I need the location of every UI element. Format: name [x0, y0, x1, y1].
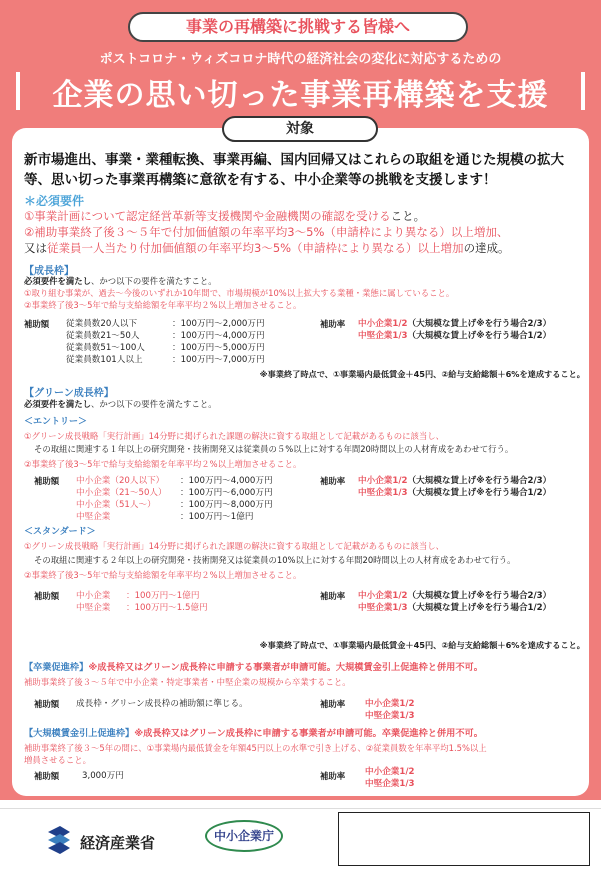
green-standard-amount-row: 中堅企業 ：100万円～1.5億円: [76, 603, 208, 613]
wage-rate-row: 中堅企業1/3: [365, 779, 415, 789]
green-standard-amount-label: 補助額: [34, 591, 60, 601]
green-note: ※事業終了時点で、①事業場内最低賃金＋45円、②給与支給総額＋6%を達成すること。: [259, 640, 585, 650]
header-subhead: ポストコロナ・ウィズコロナ時代の経済社会の変化に対応するための: [99, 52, 502, 67]
green-entry-req-1: ①グリーン成長戦略「実行計画」14分野に掲げられた課題の解決に資する取組として記載があるものに該当し、: [24, 431, 444, 441]
green-entry-rate-row: 中堅企業1/3（大規模な賃上げ※を行う場合1/2）: [358, 488, 552, 498]
growth-amount-row: 従業員数51～100人 ：100万円～5,000万円: [66, 343, 265, 353]
graduation-rate-row: 中堅企業1/3: [365, 711, 415, 721]
green-entry-rate-row: 中小企業1/2（大規模な賃上げ※を行う場合2/3）: [358, 476, 552, 486]
growth-amount-row: 従業員数20人以下 ：100万円～2,000万円: [66, 319, 265, 329]
growth-amount-rows: [66, 318, 265, 366]
green-req-intro: 必須要件を満たし、かつ以下の要件を満たすこと。: [24, 399, 217, 409]
green-standard-amount-row: 中小企業 ：100万円～1億円: [76, 591, 200, 601]
wage-amount-label: 補助額: [34, 771, 60, 781]
wage-rates: [365, 766, 414, 790]
graduation-rate-row: 中小企業1/2: [365, 699, 415, 709]
green-entry-title: ＜エントリー＞: [24, 417, 88, 427]
graduation-rate-label: 補助率: [320, 699, 346, 709]
footer-divider: [0, 808, 601, 809]
green-entry-rate-label: 補助率: [320, 476, 346, 486]
green-entry-amount-row: 中小企業（20人以下） ：100万円～4,000万円: [76, 476, 273, 486]
contact-box: [338, 812, 590, 866]
green-entry-amount-label: 補助額: [34, 476, 60, 486]
growth-rates: [358, 318, 551, 342]
green-standard-req-1: ①グリーン成長戦略「実行計画」14分野に掲げられた課題の解決に資する取組として記載があるものに該当し、: [24, 541, 444, 551]
wage-rate-label: 補助率: [320, 771, 346, 781]
graduation-rates: [365, 698, 414, 722]
meti-logo-text: 経済産業省: [80, 834, 156, 852]
wage-desc-1: 補助事業終了後３～5年の間に、①事業場内最低賃金を年額45円以上の水準で引き上げる、②従業員数を年率平均1.5%以上: [24, 743, 487, 753]
page-title: 企業の思い切った事業再構築を支援: [52, 78, 549, 113]
requirements-title: ＊必須要件: [24, 194, 85, 208]
target-intro: 新市場進出、事業・業種転換、事業再編、国内回帰又はこれらの取組を通じた規模の拡大等、思い切った事業再構築に意欲を有する、中小企業等の挑戦を支援します！: [24, 152, 564, 188]
meti-logo-icon: [44, 824, 74, 854]
wage-amount: 3,000万円: [82, 771, 124, 781]
graduation-amount: 成長枠・グリーン成長枠の補助額に準じる。: [76, 699, 248, 709]
green-title: 【グリーン成長枠】: [24, 388, 114, 399]
growth-title: 【成長枠】: [24, 266, 74, 277]
wage-desc-2: 増員させること。: [24, 755, 91, 765]
requirement-2-cont: 又は従業員一人当たり付加価値額の年率平均3～5%（申請枠により異なる）以上増加の達成。: [24, 241, 510, 255]
green-standard-req-1b: その取組に関連する２年以上の研究開発・技術開発又は従業員の10%以上に対する年間20時間以上の人材育成をあわせて行う。: [34, 555, 516, 565]
growth-rate-row: 中堅企業1/3（大規模な賃上げ※を行う場合1/2）: [358, 331, 552, 341]
growth-rate-row: 中小企業1/2（大規模な賃上げ※を行う場合2/3）: [358, 319, 552, 329]
requirement-1: ①事業計画について認定経営革新等支援機関や金融機関の確認を受けること。: [24, 209, 426, 223]
growth-amount-row: 従業員数101人以上 ：100万円～7,000万円: [66, 355, 265, 365]
growth-req-intro: 必須要件を満たし、かつ以下の要件を満たすこと。: [24, 276, 217, 286]
growth-note: ※事業終了時点で、①事業場内最低賃金＋45円、②給与支給総額＋6%を達成すること。: [259, 369, 585, 379]
graduation-amount-label: 補助額: [34, 699, 60, 709]
target-label: 対象: [222, 116, 378, 142]
green-standard-rate-label: 補助率: [320, 591, 346, 601]
green-entry-amount-rows: [76, 475, 273, 523]
graduation-desc: 補助事業終了後３～５年で中小企業・特定事業者・中堅企業の規模から卒業すること。: [24, 677, 351, 687]
growth-req-2: ②事業終了後3～5年で給与支給総額を年率平均２%以上増加させること。: [24, 300, 302, 310]
green-entry-amount-row: 中堅企業 ：100万円～1億円: [76, 512, 254, 522]
header-pill: 事業の再構築に挑戦する皆様へ: [128, 12, 468, 42]
growth-req-1: ①取り組む事業が、過去～今後のいずれか10年間で、市場規模が10%以上拡大する業種・業態に属していること。: [24, 288, 455, 298]
green-standard-title: ＜スタンダード＞: [24, 527, 96, 537]
headline-bar-right: [581, 72, 585, 110]
green-standard-amount-rows: [76, 590, 208, 614]
green-standard-rate-row: 中堅企業1/3（大規模な賃上げ※を行う場合1/2）: [358, 603, 552, 613]
growth-amount-label: 補助額: [24, 319, 50, 329]
wage-rate-row: 中小企業1/2: [365, 767, 415, 777]
green-standard-req-2: ②事業終了後3～5年で給与支給総額を年率平均２%以上増加させること。: [24, 570, 302, 580]
requirement-2: ②補助事業終了後３～５年で付加価値額の年率平均3～5%（申請枠により異なる）以上増加、: [24, 225, 509, 239]
green-entry-req-2: ②事業終了後3～5年で給与支給総額を年率平均２%以上増加させること。: [24, 459, 302, 469]
graduation-title-line: 【卒業促進枠】※成長枠又はグリーン成長枠に申請する事業者が申請可能。大規模賃金引上促進枠と併用不可。: [24, 662, 483, 673]
sme-agency-logo: 中小企業庁: [205, 820, 283, 852]
green-standard-rates: [358, 590, 551, 614]
green-entry-amount-row: 中小企業（51人～） ：100万円～8,000万円: [76, 500, 273, 510]
wage-title-line: 【大規模賃金引上促進枠】※成長枠又はグリーン成長枠に申請する事業者が申請可能。卒業促進枠と併用不可。: [24, 728, 483, 739]
green-entry-amount-row: 中小企業（21～50人） ：100万円～6,000万円: [76, 488, 273, 498]
growth-amount-row: 従業員数21～50人 ：100万円～4,000万円: [66, 331, 265, 341]
green-entry-req-1b: その取組に関連する１年以上の研究開発・技術開発又は従業員の５%以上に対する年間20時間以上の人材育成をあわせて行う。: [34, 444, 514, 454]
green-standard-rate-row: 中小企業1/2（大規模な賃上げ※を行う場合2/3）: [358, 591, 552, 601]
green-entry-rates: [358, 475, 551, 499]
growth-rate-label: 補助率: [320, 319, 346, 329]
